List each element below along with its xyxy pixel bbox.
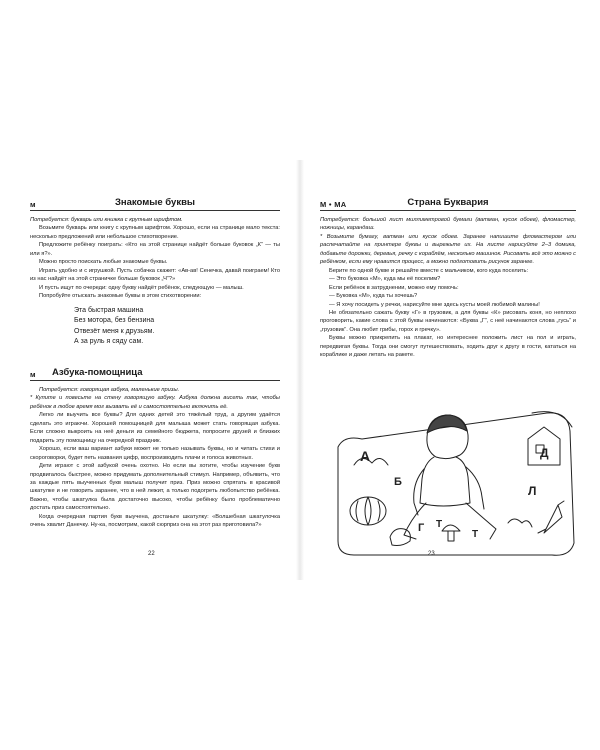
paragraph: Берите по одной букве и решайте вместе с мальчиком, кого куда поселить: — [329, 267, 529, 274]
age-mark: м — [30, 200, 36, 209]
illustration-letter: Б — [394, 476, 402, 488]
section-body — [30, 386, 280, 530]
paragraph: Легко ли выучить все буквы? Для одних детей это тяжёлый труд, а другим удаётся сделать это играючи. Хорошей помощницей для малыша может стать говорящая азбука. Если сложно выкроить на неё деньги из семейного бюджета, попросите друзей и близких подарить эту помощницу на очередной праздник. — [30, 412, 280, 444]
poem-line: Эта быстрая машина — [74, 306, 144, 314]
boy-hair — [427, 415, 467, 433]
paragraph: Когда очередная партия букв выучена, достаньте шкатулку: «Волшебная шкатулочка очень хвалит Данечку. Ну-ка, посмотрим, какой сюрприз она на этот раз приготовила?» — [30, 513, 280, 529]
poem-line: Отвезёт меня к друзьям. — [74, 327, 155, 335]
section-letter-land — [320, 196, 576, 360]
paragraph: Потребуется: букварь или книжка с крупным шрифтом. — [30, 217, 183, 223]
pumpkin-ridges — [356, 497, 380, 525]
section-body — [30, 216, 280, 348]
section-header — [320, 196, 576, 211]
section-title: Страна Буквария — [407, 197, 489, 208]
paragraph: Потребуется: большой лист миллиметровой бумаги (ватман, кусок обоев), фломастер, ножницы, карандаш. — [320, 217, 576, 232]
paragraph: Дети играют с этой азбукой очень охотно. Но если вы хотите, чтобы изучение букв продвигалось быстрее, можно придумать дополнительный стимул. Например, объявить, что за каждые пять выученных букв малыш получит приз. Приз можно спрятать в красивой шкатулке и не говорить заранее, что в ней лежит, а только подогреть любопытство ребёнка. Важно, чтобы шкатулка была достаточно высоко, чтобы ребёнку было проблематично достать приз самостоятельно. — [30, 463, 280, 512]
section-familiar-letters — [30, 196, 280, 351]
paragraph: Играть удобно и с игрушкой. Пусть собачка скажет: «Ав-ав! Сенечка, давай поиграем! Кто из нас найдёт на этой страничке больше буковок „Ч“?» — [30, 267, 280, 283]
paper-sheet — [338, 413, 574, 555]
section-header — [30, 366, 280, 381]
boy-with-letters-illustration — [332, 405, 577, 560]
paragraph: * Возьмите бумагу, ватман или кусок обоев. Заранее напишите фломастером или распечатайте на принтере буквы и вырежьте их. На листе нарисуйте 2–3 домика, добавьте дорожки, деревья, речку с кораблём, несколько машинок. Рисовать всё это можно с ребёнком, если ему нравится процесс, а можно подготовить рисунок заранее. — [320, 233, 576, 266]
paragraph: — Буковка «М», куда ты хочешь? — [329, 293, 418, 300]
paragraph: — Я хочу посидеть у речки, нарисуйте мне здесь кусты моей любимой малины! — [329, 301, 540, 308]
paragraph: * Купите и повесьте на стену говорящую азбуку. Азбука должна висеть так, чтобы ребёнок в любое время мог вызвать её и самостоятельно включить её. — [30, 395, 280, 410]
illustration-letter: Т — [472, 529, 479, 540]
bush — [508, 519, 532, 527]
boy-right-leg — [466, 503, 496, 539]
paragraph: Предложите ребёнку поиграть: «Кто на этой странице найдёт больше буковок „К“ — ты или я?». — [30, 242, 280, 257]
paragraph: Можно просто поискать любые знакомые буквы. — [39, 259, 168, 266]
paragraph: Потребуется: говорящая азбука, маленькие призы. — [39, 387, 180, 393]
paragraph: Хорошо, если ваш вариант азбуки может не только называть буквы, но и читать стихи и скороговорки, будет петь названия цифр, воспроизводить плачи и голоса животных. — [30, 446, 280, 461]
paragraph: Попробуйте отыскать знакомые буквы в этом стихотворении: — [39, 293, 202, 300]
paragraph: И пусть ищут по очереди: одну букву найдёт ребёнок, следующую — малыш. — [39, 284, 244, 291]
paragraph: Не обязательно сажать букву «Г» в грузовик, а для буквы «К» рисовать коня, но неплохо проговорить, какие слова с этой буквы начинаются: «Буква „Г“, с неё начинаются слова „гусь“ и „грузовик“. Она любит грибы, горох и гречку». — [320, 309, 576, 333]
age-mark: М • МА — [320, 200, 347, 209]
paragraph: Если ребёнок в затруднении, можно ему помочь: — [329, 284, 459, 291]
paragraph: Буквы можно прикрепить на плакат, но интереснее положить лист на пол и играть, передвигая буквы. Тогда они смогут путешествовать, ходить друг к другу в гости, кататься на кораблике и даже летать на ракете. — [320, 335, 576, 359]
illustration-letter: А — [360, 448, 371, 464]
paragraph: Возьмите букварь или книгу с крупным шрифтом. Хорошо, если на странице мало текста: несколько предложений или небольшое стихотворение. — [30, 225, 280, 240]
mushroom — [442, 525, 460, 541]
paragraph: — Это буковка «М», куда мы её поселим? — [329, 276, 441, 283]
illustration-letter: Л — [528, 484, 537, 498]
pumpkin — [350, 497, 386, 525]
rocket — [538, 501, 564, 533]
section-alphabet-helper — [30, 366, 280, 530]
illustration-letter: Т — [436, 519, 443, 530]
section-body — [320, 216, 576, 360]
dog — [390, 529, 410, 546]
poem — [74, 306, 280, 348]
age-mark: м — [30, 370, 36, 379]
right-page — [300, 0, 600, 750]
section-title: Азбука-помощница — [52, 367, 143, 378]
boy-shirt — [420, 457, 470, 506]
section-header — [30, 196, 280, 211]
illustration-letter: Д — [540, 446, 549, 460]
section-title: Знакомые буквы — [114, 197, 196, 208]
page-number: 23 — [428, 551, 435, 557]
page-number: 22 — [148, 551, 155, 557]
poem-line: А за руль я сяду сам. — [74, 338, 144, 346]
illustration-letter: Г — [418, 522, 425, 534]
poem-line: Без мотора, без бензина — [74, 317, 155, 325]
